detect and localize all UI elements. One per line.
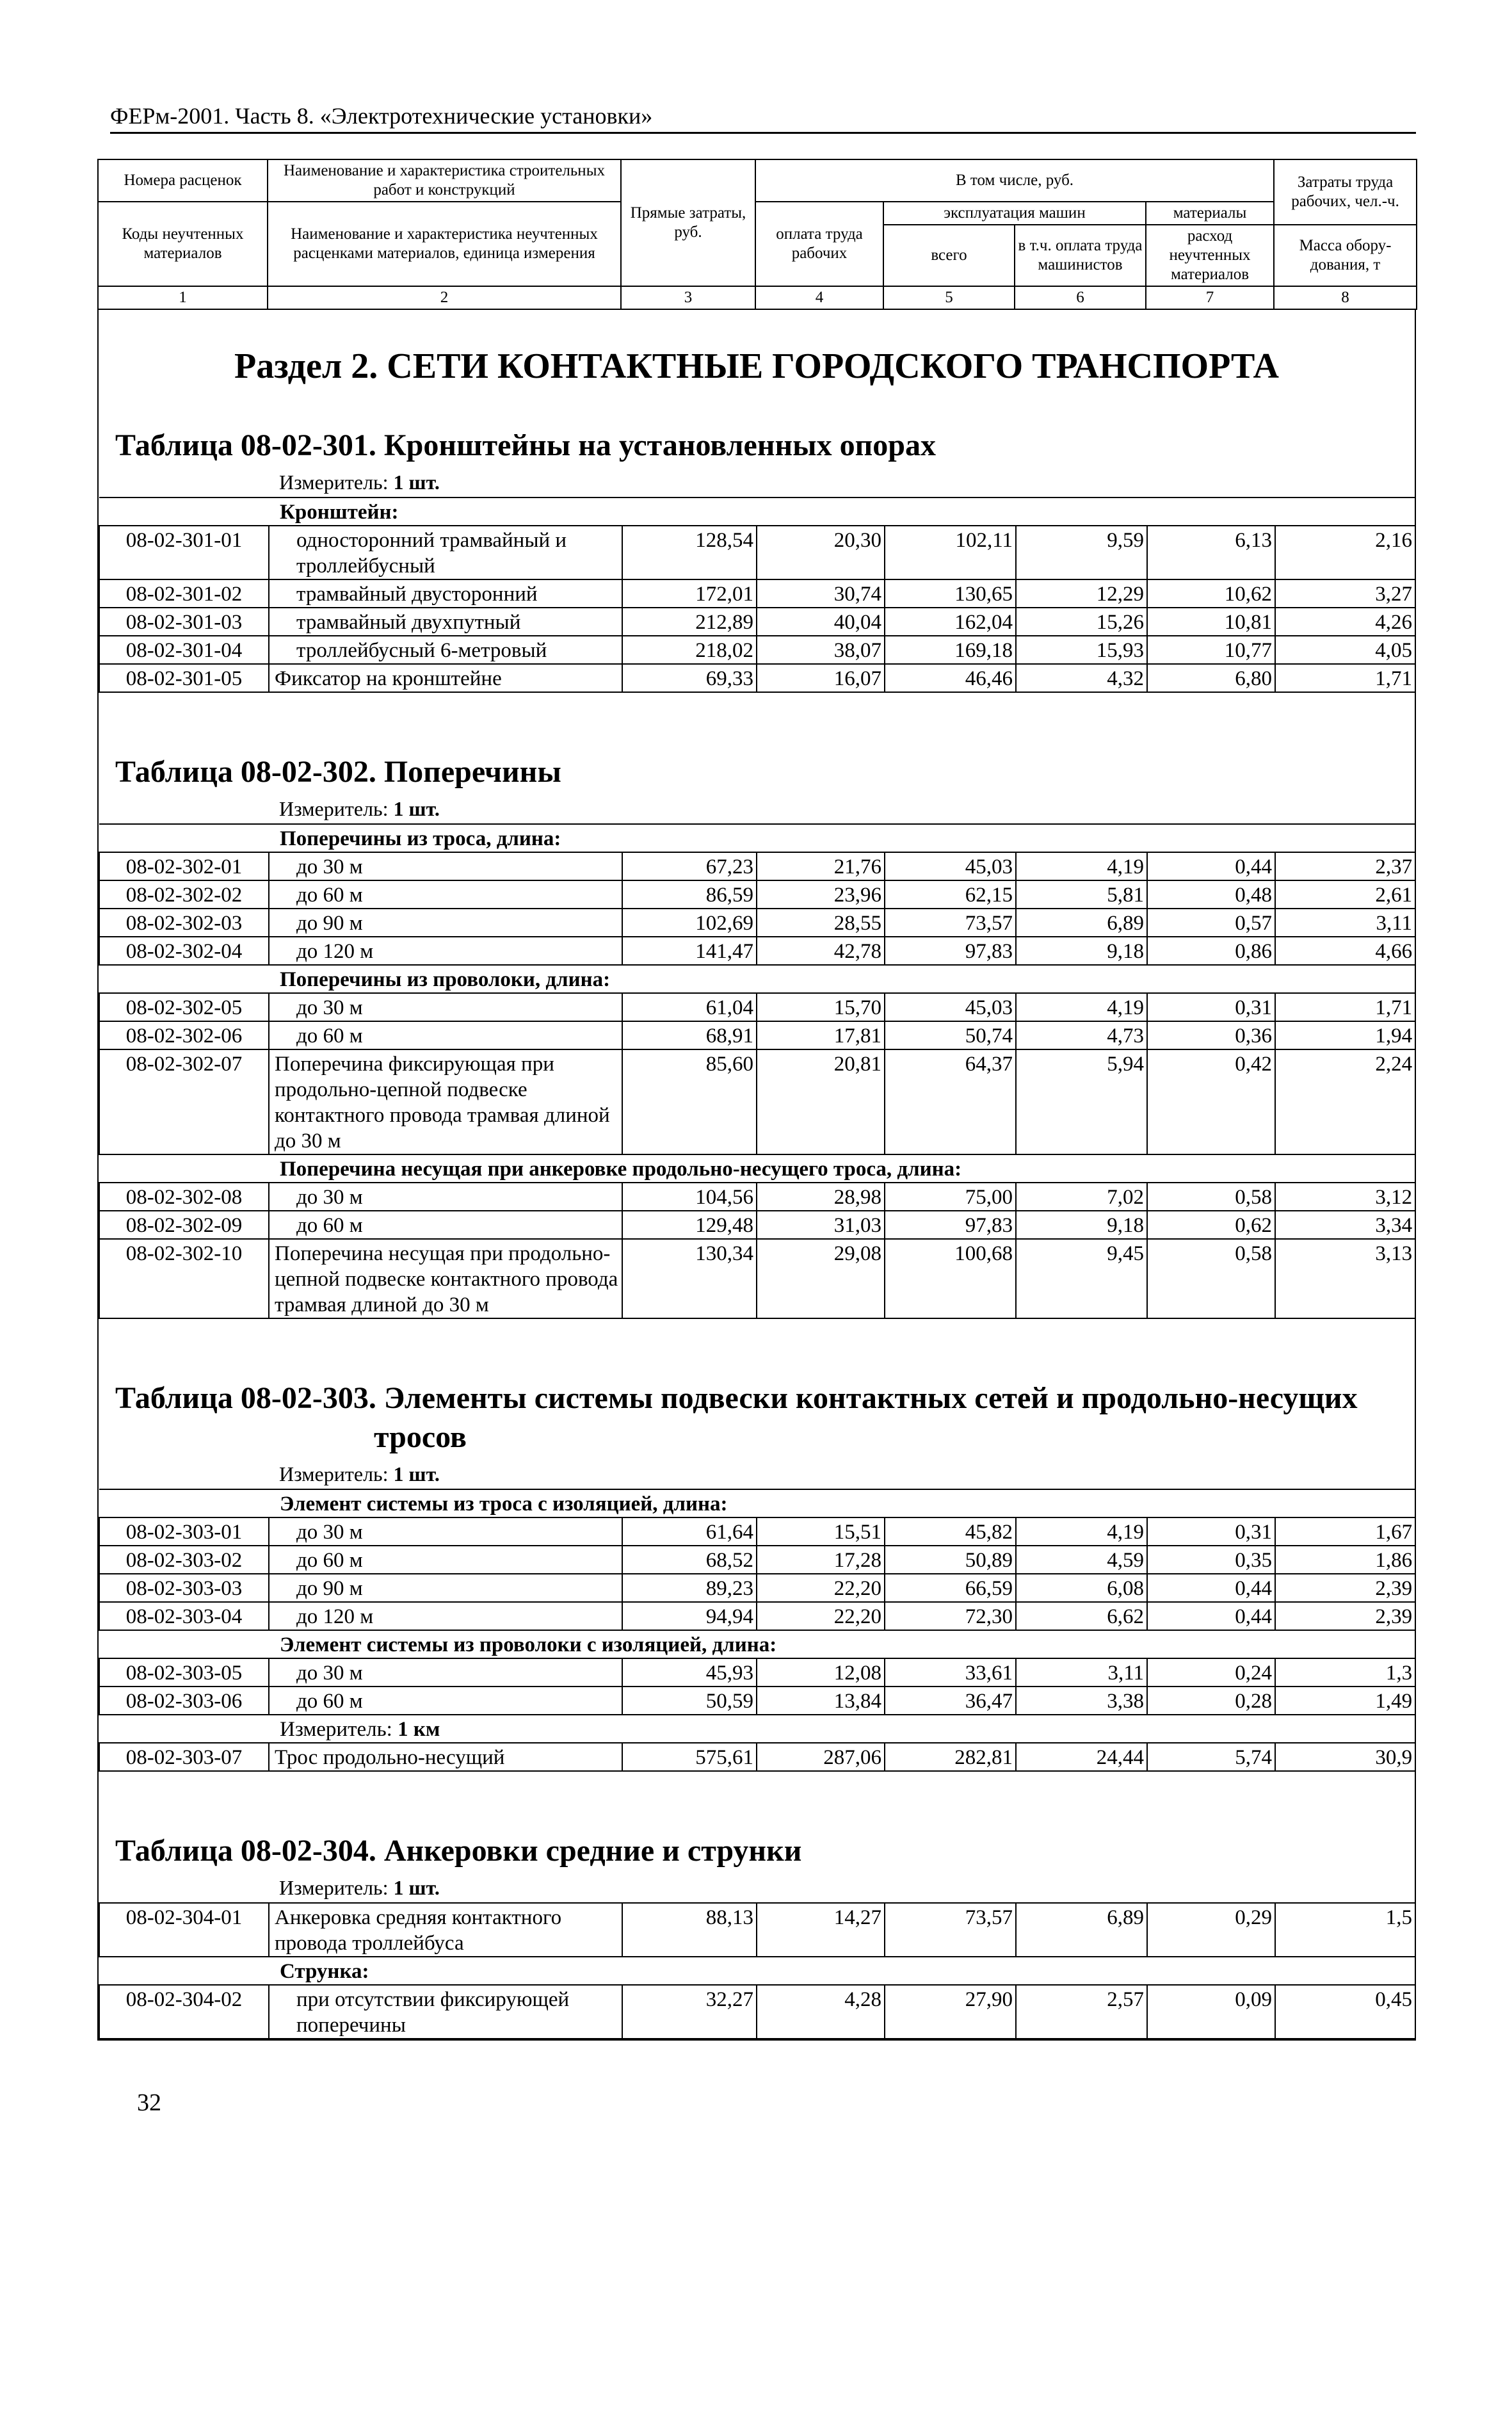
value-cell: 36,47	[885, 1687, 1016, 1715]
table-row	[99, 1183, 1415, 1211]
table-title: Таблица 08-02-304. Анкеровки средние и струнки	[115, 1834, 802, 1868]
table-row	[99, 852, 1415, 880]
value-cell: 45,82	[885, 1517, 1016, 1546]
value-cell: 45,03	[885, 852, 1016, 880]
value-cell: 66,59	[885, 1574, 1016, 1602]
work-name: Поперечина несущая при продольно-цепной подвеске контактного провода трамвая длиной до 30 м	[269, 1239, 622, 1318]
work-name: до 90 м	[269, 1574, 622, 1602]
rate-code: 08-02-302-03	[99, 909, 269, 937]
value-cell: 2,37	[1275, 852, 1415, 880]
rates-table	[99, 1489, 1416, 1772]
value-cell: 10,77	[1147, 636, 1275, 664]
work-name: трамвайный двусторонний	[269, 579, 622, 608]
value-cell: 4,19	[1016, 993, 1147, 1021]
value-cell: 31,03	[757, 1211, 885, 1239]
value-cell: 5,94	[1016, 1049, 1147, 1154]
value-cell: 15,26	[1016, 608, 1147, 636]
value-cell: 24,44	[1016, 1743, 1147, 1771]
rates-table	[99, 497, 1416, 693]
col2-header-bottom: Наименование и характеристика неучтенных расценками материалов, единица измерения	[268, 202, 621, 286]
table-row	[99, 1602, 1415, 1630]
work-name: односторонний трамвайный и троллейбусный	[269, 526, 622, 579]
table-row	[99, 1211, 1415, 1239]
materials-header: материалы	[1146, 202, 1274, 225]
group-heading: Струнка:	[99, 1957, 1415, 1985]
table-row	[99, 608, 1415, 636]
value-cell: 12,08	[757, 1658, 885, 1687]
value-cell: 0,35	[1147, 1546, 1275, 1574]
value-cell: 141,47	[622, 937, 757, 965]
rate-code: 08-02-303-05	[99, 1658, 269, 1687]
rate-code: 08-02-302-06	[99, 1021, 269, 1049]
value-cell: 0,31	[1147, 1517, 1275, 1546]
table-title: Таблица 08-02-301. Кронштейны на установленных опорах	[115, 428, 936, 462]
meter-line	[99, 467, 1415, 497]
value-cell: 3,38	[1016, 1687, 1147, 1715]
table-row	[99, 993, 1415, 1021]
value-cell: 72,30	[885, 1602, 1016, 1630]
value-cell: 102,69	[622, 909, 757, 937]
value-cell: 130,34	[622, 1239, 757, 1318]
value-cell: 21,76	[757, 852, 885, 880]
value-cell: 62,15	[885, 880, 1016, 909]
value-cell: 12,29	[1016, 579, 1147, 608]
value-cell: 75,00	[885, 1183, 1016, 1211]
work-name: до 60 м	[269, 1687, 622, 1715]
work-name: до 90 м	[269, 909, 622, 937]
work-name: до 60 м	[269, 1021, 622, 1049]
rate-code: 08-02-301-04	[99, 636, 269, 664]
work-name: до 30 м	[269, 1517, 622, 1546]
page-number: 32	[137, 2089, 161, 2116]
value-cell: 17,81	[757, 1021, 885, 1049]
work-name: трамвайный двухпутный	[269, 608, 622, 636]
value-cell: 2,57	[1016, 1985, 1147, 2039]
value-cell: 28,98	[757, 1183, 885, 1211]
work-name: до 120 м	[269, 1602, 622, 1630]
group-heading: Поперечина несущая при анкеровке продольно-несущего троса, длина:	[99, 1154, 1415, 1183]
value-cell: 0,86	[1147, 937, 1275, 965]
col1-header-top: Номера расценок	[98, 159, 268, 202]
value-cell: 1,94	[1275, 1021, 1415, 1049]
rate-code: 08-02-303-07	[99, 1743, 269, 1771]
group-heading: Кронштейн:	[99, 498, 1415, 526]
work-name: до 60 м	[269, 880, 622, 909]
meter-line	[99, 1459, 1415, 1489]
value-cell: 287,06	[757, 1743, 885, 1771]
work-name: до 30 м	[269, 1183, 622, 1211]
table-row	[99, 937, 1415, 965]
value-cell: 86,59	[622, 880, 757, 909]
rate-code: 08-02-303-06	[99, 1687, 269, 1715]
table-title: Таблица 08-02-302. Поперечины	[115, 755, 561, 789]
value-cell: 15,93	[1016, 636, 1147, 664]
value-cell: 1,86	[1275, 1546, 1415, 1574]
value-cell: 212,89	[622, 608, 757, 636]
table-gap	[99, 693, 1415, 739]
group-heading-row	[99, 498, 1415, 526]
column-header-table	[97, 159, 1417, 310]
column-number: 8	[1274, 286, 1417, 309]
group-heading-row	[99, 1154, 1415, 1183]
work-name: троллейбусный 6-метровый	[269, 636, 622, 664]
group-heading: Элемент системы из троса с изоляцией, длина:	[99, 1489, 1415, 1517]
value-cell: 73,57	[885, 1903, 1016, 1957]
value-cell: 45,03	[885, 993, 1016, 1021]
value-cell: 0,57	[1147, 909, 1275, 937]
value-cell: 50,59	[622, 1687, 757, 1715]
table-row	[99, 579, 1415, 608]
value-cell: 88,13	[622, 1903, 757, 1957]
table-row	[99, 1903, 1415, 1957]
col1-header-bottom: Коды неучтенных материалов	[98, 202, 268, 286]
meter-label: Измеритель:	[280, 1718, 392, 1741]
value-cell: 6,13	[1147, 526, 1275, 579]
group-heading: Поперечины из проволоки, длина:	[99, 965, 1415, 993]
rate-code: 08-02-302-10	[99, 1239, 269, 1318]
value-cell: 2,39	[1275, 1602, 1415, 1630]
group-heading-row	[99, 965, 1415, 993]
value-cell: 9,59	[1016, 526, 1147, 579]
value-cell: 94,94	[622, 1602, 757, 1630]
value-cell: 28,55	[757, 909, 885, 937]
value-cell: 130,65	[885, 579, 1016, 608]
table-row	[99, 1239, 1415, 1318]
rate-code: 08-02-301-02	[99, 579, 269, 608]
rates-table	[99, 823, 1416, 1319]
value-cell: 0,45	[1275, 1985, 1415, 2039]
value-cell: 15,70	[757, 993, 885, 1021]
value-cell: 97,83	[885, 937, 1016, 965]
value-cell: 3,34	[1275, 1211, 1415, 1239]
value-cell: 3,27	[1275, 579, 1415, 608]
work-name: Трос продольно-несущий	[269, 1743, 622, 1771]
value-cell: 9,18	[1016, 1211, 1147, 1239]
work-name: до 30 м	[269, 1658, 622, 1687]
value-cell: 27,90	[885, 1985, 1016, 2039]
col2-header-top: Наименование и характеристика строительных работ и конструкций	[268, 159, 621, 202]
value-cell: 218,02	[622, 636, 757, 664]
table-row	[99, 1687, 1415, 1715]
value-cell: 89,23	[622, 1574, 757, 1602]
work-name: при отсутствии фиксирующей поперечины	[269, 1985, 622, 2039]
work-name: Анкеровка средняя контактного провода троллейбуса	[269, 1903, 622, 1957]
value-cell: 0,62	[1147, 1211, 1275, 1239]
value-cell: 68,52	[622, 1546, 757, 1574]
value-cell: 0,29	[1147, 1903, 1275, 1957]
value-cell: 17,28	[757, 1546, 885, 1574]
value-cell: 42,78	[757, 937, 885, 965]
value-cell: 169,18	[885, 636, 1016, 664]
col8-header-bottom: Масса обору-дования, т	[1274, 225, 1417, 286]
meter-value: 1 шт.	[393, 1876, 440, 1899]
meter-value: 1 шт.	[393, 797, 440, 820]
value-cell: 32,27	[622, 1985, 757, 2039]
column-number: 4	[755, 286, 883, 309]
group-heading-row	[99, 1957, 1415, 1985]
value-cell: 6,62	[1016, 1602, 1147, 1630]
table-row	[99, 636, 1415, 664]
rate-code: 08-02-304-01	[99, 1903, 269, 1957]
work-name: до 30 м	[269, 993, 622, 1021]
value-cell: 40,04	[757, 608, 885, 636]
work-name: Фиксатор на кронштейне	[269, 664, 622, 692]
value-cell: 0,31	[1147, 993, 1275, 1021]
work-name: Поперечина фиксирующая при продольно-цепной подвеске контактного провода трамвая длиной до 30 м	[269, 1049, 622, 1154]
value-cell: 4,59	[1016, 1546, 1147, 1574]
value-cell: 162,04	[885, 608, 1016, 636]
rate-code: 08-02-302-07	[99, 1049, 269, 1154]
value-cell: 5,74	[1147, 1743, 1275, 1771]
value-cell: 1,67	[1275, 1517, 1415, 1546]
rate-code: 08-02-303-02	[99, 1546, 269, 1574]
value-cell: 33,61	[885, 1658, 1016, 1687]
rate-code: 08-02-301-01	[99, 526, 269, 579]
table-title-continuation: тросов	[374, 1420, 467, 1454]
value-cell: 0,09	[1147, 1985, 1275, 2039]
table-row	[99, 909, 1415, 937]
rate-code: 08-02-303-01	[99, 1517, 269, 1546]
value-cell: 14,27	[757, 1903, 885, 1957]
value-cell: 9,45	[1016, 1239, 1147, 1318]
section-title: Раздел 2. СЕТИ КОНТАКТНЫЕ ГОРОДСКОГО ТРАНСПОРТА	[234, 346, 1279, 386]
value-cell: 29,08	[757, 1239, 885, 1318]
column-number: 3	[621, 286, 755, 309]
col5-header: всего	[883, 225, 1015, 286]
value-cell: 6,89	[1016, 909, 1147, 937]
meter-row	[99, 1715, 1415, 1743]
value-cell: 2,16	[1275, 526, 1415, 579]
value-cell: 10,62	[1147, 579, 1275, 608]
group-heading: Поперечины из троса, длина:	[99, 824, 1415, 852]
value-cell: 0,36	[1147, 1021, 1275, 1049]
value-cell: 38,07	[757, 636, 885, 664]
group-heading-row	[99, 1489, 1415, 1517]
work-name: до 60 м	[269, 1211, 622, 1239]
value-cell: 282,81	[885, 1743, 1016, 1771]
meter-label: Измеритель:	[279, 1462, 389, 1485]
meter-label: Измеритель:	[279, 1876, 389, 1899]
value-cell: 102,11	[885, 526, 1016, 579]
rate-code: 08-02-302-09	[99, 1211, 269, 1239]
table-row	[99, 1021, 1415, 1049]
value-cell: 20,81	[757, 1049, 885, 1154]
value-cell: 9,18	[1016, 937, 1147, 965]
table-row	[99, 880, 1415, 909]
machines-header: эксплуатация машин	[883, 202, 1146, 225]
meter-line	[99, 793, 1415, 823]
value-cell: 13,84	[757, 1687, 885, 1715]
table-row	[99, 1985, 1415, 2039]
value-cell: 16,07	[757, 664, 885, 692]
meter-value: 1 шт.	[393, 471, 440, 494]
value-cell: 4,66	[1275, 937, 1415, 965]
value-cell: 3,11	[1016, 1658, 1147, 1687]
value-cell: 4,05	[1275, 636, 1415, 664]
col3-header: Прямые затраты, руб.	[621, 159, 755, 286]
value-cell: 0,44	[1147, 1602, 1275, 1630]
value-cell: 97,83	[885, 1211, 1016, 1239]
value-cell: 0,24	[1147, 1658, 1275, 1687]
value-cell: 0,58	[1147, 1183, 1275, 1211]
table-row	[99, 526, 1415, 579]
value-cell: 61,04	[622, 993, 757, 1021]
value-cell: 1,71	[1275, 993, 1415, 1021]
value-cell: 3,11	[1275, 909, 1415, 937]
value-cell: 50,89	[885, 1546, 1016, 1574]
value-cell: 128,54	[622, 526, 757, 579]
col6-header: в т.ч. оплата труда машинистов	[1015, 225, 1146, 286]
value-cell: 15,51	[757, 1517, 885, 1546]
value-cell: 30,74	[757, 579, 885, 608]
value-cell: 30,9	[1275, 1743, 1415, 1771]
rate-code: 08-02-301-05	[99, 664, 269, 692]
group-heading: Элемент системы из проволоки с изоляцией, длина:	[99, 1630, 1415, 1658]
value-cell: 45,93	[622, 1658, 757, 1687]
work-name: до 60 м	[269, 1546, 622, 1574]
value-cell: 104,56	[622, 1183, 757, 1211]
value-cell: 10,81	[1147, 608, 1275, 636]
value-cell: 85,60	[622, 1049, 757, 1154]
rate-code: 08-02-302-01	[99, 852, 269, 880]
table-gap	[99, 1772, 1415, 1818]
col8-header-top: Затраты труда рабочих, чел.-ч.	[1274, 159, 1417, 225]
table-row	[99, 1743, 1415, 1771]
value-cell: 46,46	[885, 664, 1016, 692]
value-cell: 73,57	[885, 909, 1016, 937]
value-cell: 22,20	[757, 1574, 885, 1602]
column-number: 5	[883, 286, 1015, 309]
value-cell: 2,39	[1275, 1574, 1415, 1602]
value-cell: 69,33	[622, 664, 757, 692]
col4-header: оплата труда рабочих	[755, 202, 883, 286]
document-frame	[97, 159, 1416, 2419]
value-cell: 2,24	[1275, 1049, 1415, 1154]
value-cell: 61,64	[622, 1517, 757, 1546]
value-cell: 5,81	[1016, 880, 1147, 909]
value-cell: 68,91	[622, 1021, 757, 1049]
table-row	[99, 1546, 1415, 1574]
value-cell: 23,96	[757, 880, 885, 909]
value-cell: 100,68	[885, 1239, 1016, 1318]
value-cell: 172,01	[622, 579, 757, 608]
value-cell: 1,49	[1275, 1687, 1415, 1715]
rate-code: 08-02-301-03	[99, 608, 269, 636]
value-cell: 0,44	[1147, 1574, 1275, 1602]
meter-line	[99, 1872, 1415, 1902]
meter-row-cell	[99, 1715, 1415, 1743]
column-number: 2	[268, 286, 621, 309]
rate-code: 08-02-302-02	[99, 880, 269, 909]
meter-value: 1 км	[398, 1718, 440, 1741]
value-cell: 4,26	[1275, 608, 1415, 636]
value-cell: 7,02	[1016, 1183, 1147, 1211]
value-cell: 3,12	[1275, 1183, 1415, 1211]
value-cell: 3,13	[1275, 1239, 1415, 1318]
value-cell: 4,19	[1016, 1517, 1147, 1546]
rate-code: 08-02-304-02	[99, 1985, 269, 2039]
rates-table	[99, 1902, 1416, 2039]
value-cell: 6,80	[1147, 664, 1275, 692]
rate-code: 08-02-302-08	[99, 1183, 269, 1211]
group-heading-row	[99, 1630, 1415, 1658]
value-cell: 1,5	[1275, 1903, 1415, 1957]
col7-header: расход неучтенных материалов	[1146, 225, 1274, 286]
column-number: 6	[1015, 286, 1146, 309]
table-row	[99, 1658, 1415, 1687]
value-cell: 22,20	[757, 1602, 885, 1630]
meter-label: Измеритель:	[279, 797, 389, 820]
work-name: до 30 м	[269, 852, 622, 880]
meter-label: Измеритель:	[279, 471, 389, 494]
meter-value: 1 шт.	[393, 1462, 440, 1485]
table-row	[99, 664, 1415, 692]
value-cell: 67,23	[622, 852, 757, 880]
value-cell: 0,48	[1147, 880, 1275, 909]
value-cell: 4,73	[1016, 1021, 1147, 1049]
value-cell: 4,28	[757, 1985, 885, 2039]
rate-code: 08-02-302-04	[99, 937, 269, 965]
value-cell: 50,74	[885, 1021, 1016, 1049]
rate-code: 08-02-303-04	[99, 1602, 269, 1630]
value-cell: 0,58	[1147, 1239, 1275, 1318]
column-number: 1	[98, 286, 268, 309]
value-cell: 64,37	[885, 1049, 1016, 1154]
value-cell: 20,30	[757, 526, 885, 579]
value-cell: 4,32	[1016, 664, 1147, 692]
table-gap	[99, 1319, 1415, 1365]
value-cell: 6,08	[1016, 1574, 1147, 1602]
value-cell: 129,48	[622, 1211, 757, 1239]
group-heading-row	[99, 824, 1415, 852]
table-row	[99, 1049, 1415, 1154]
rate-code: 08-02-302-05	[99, 993, 269, 1021]
value-cell: 1,71	[1275, 664, 1415, 692]
column-number: 7	[1146, 286, 1274, 309]
work-name: до 120 м	[269, 937, 622, 965]
document-body	[97, 310, 1416, 2041]
value-cell: 0,44	[1147, 852, 1275, 880]
running-header: ФЕРм-2001. Часть 8. «Электротехнические установки»	[110, 102, 1416, 134]
value-cell: 4,19	[1016, 852, 1147, 880]
value-cell: 575,61	[622, 1743, 757, 1771]
value-cell: 6,89	[1016, 1903, 1147, 1957]
table-title: Таблица 08-02-303. Элементы системы подвески контактных сетей и продольно-несущих	[115, 1381, 1358, 1415]
value-cell: 1,3	[1275, 1658, 1415, 1687]
value-cell: 2,61	[1275, 880, 1415, 909]
rate-code: 08-02-303-03	[99, 1574, 269, 1602]
value-cell: 0,42	[1147, 1049, 1275, 1154]
table-row	[99, 1574, 1415, 1602]
table-row	[99, 1517, 1415, 1546]
including-header: В том числе, руб.	[755, 159, 1274, 202]
value-cell: 0,28	[1147, 1687, 1275, 1715]
